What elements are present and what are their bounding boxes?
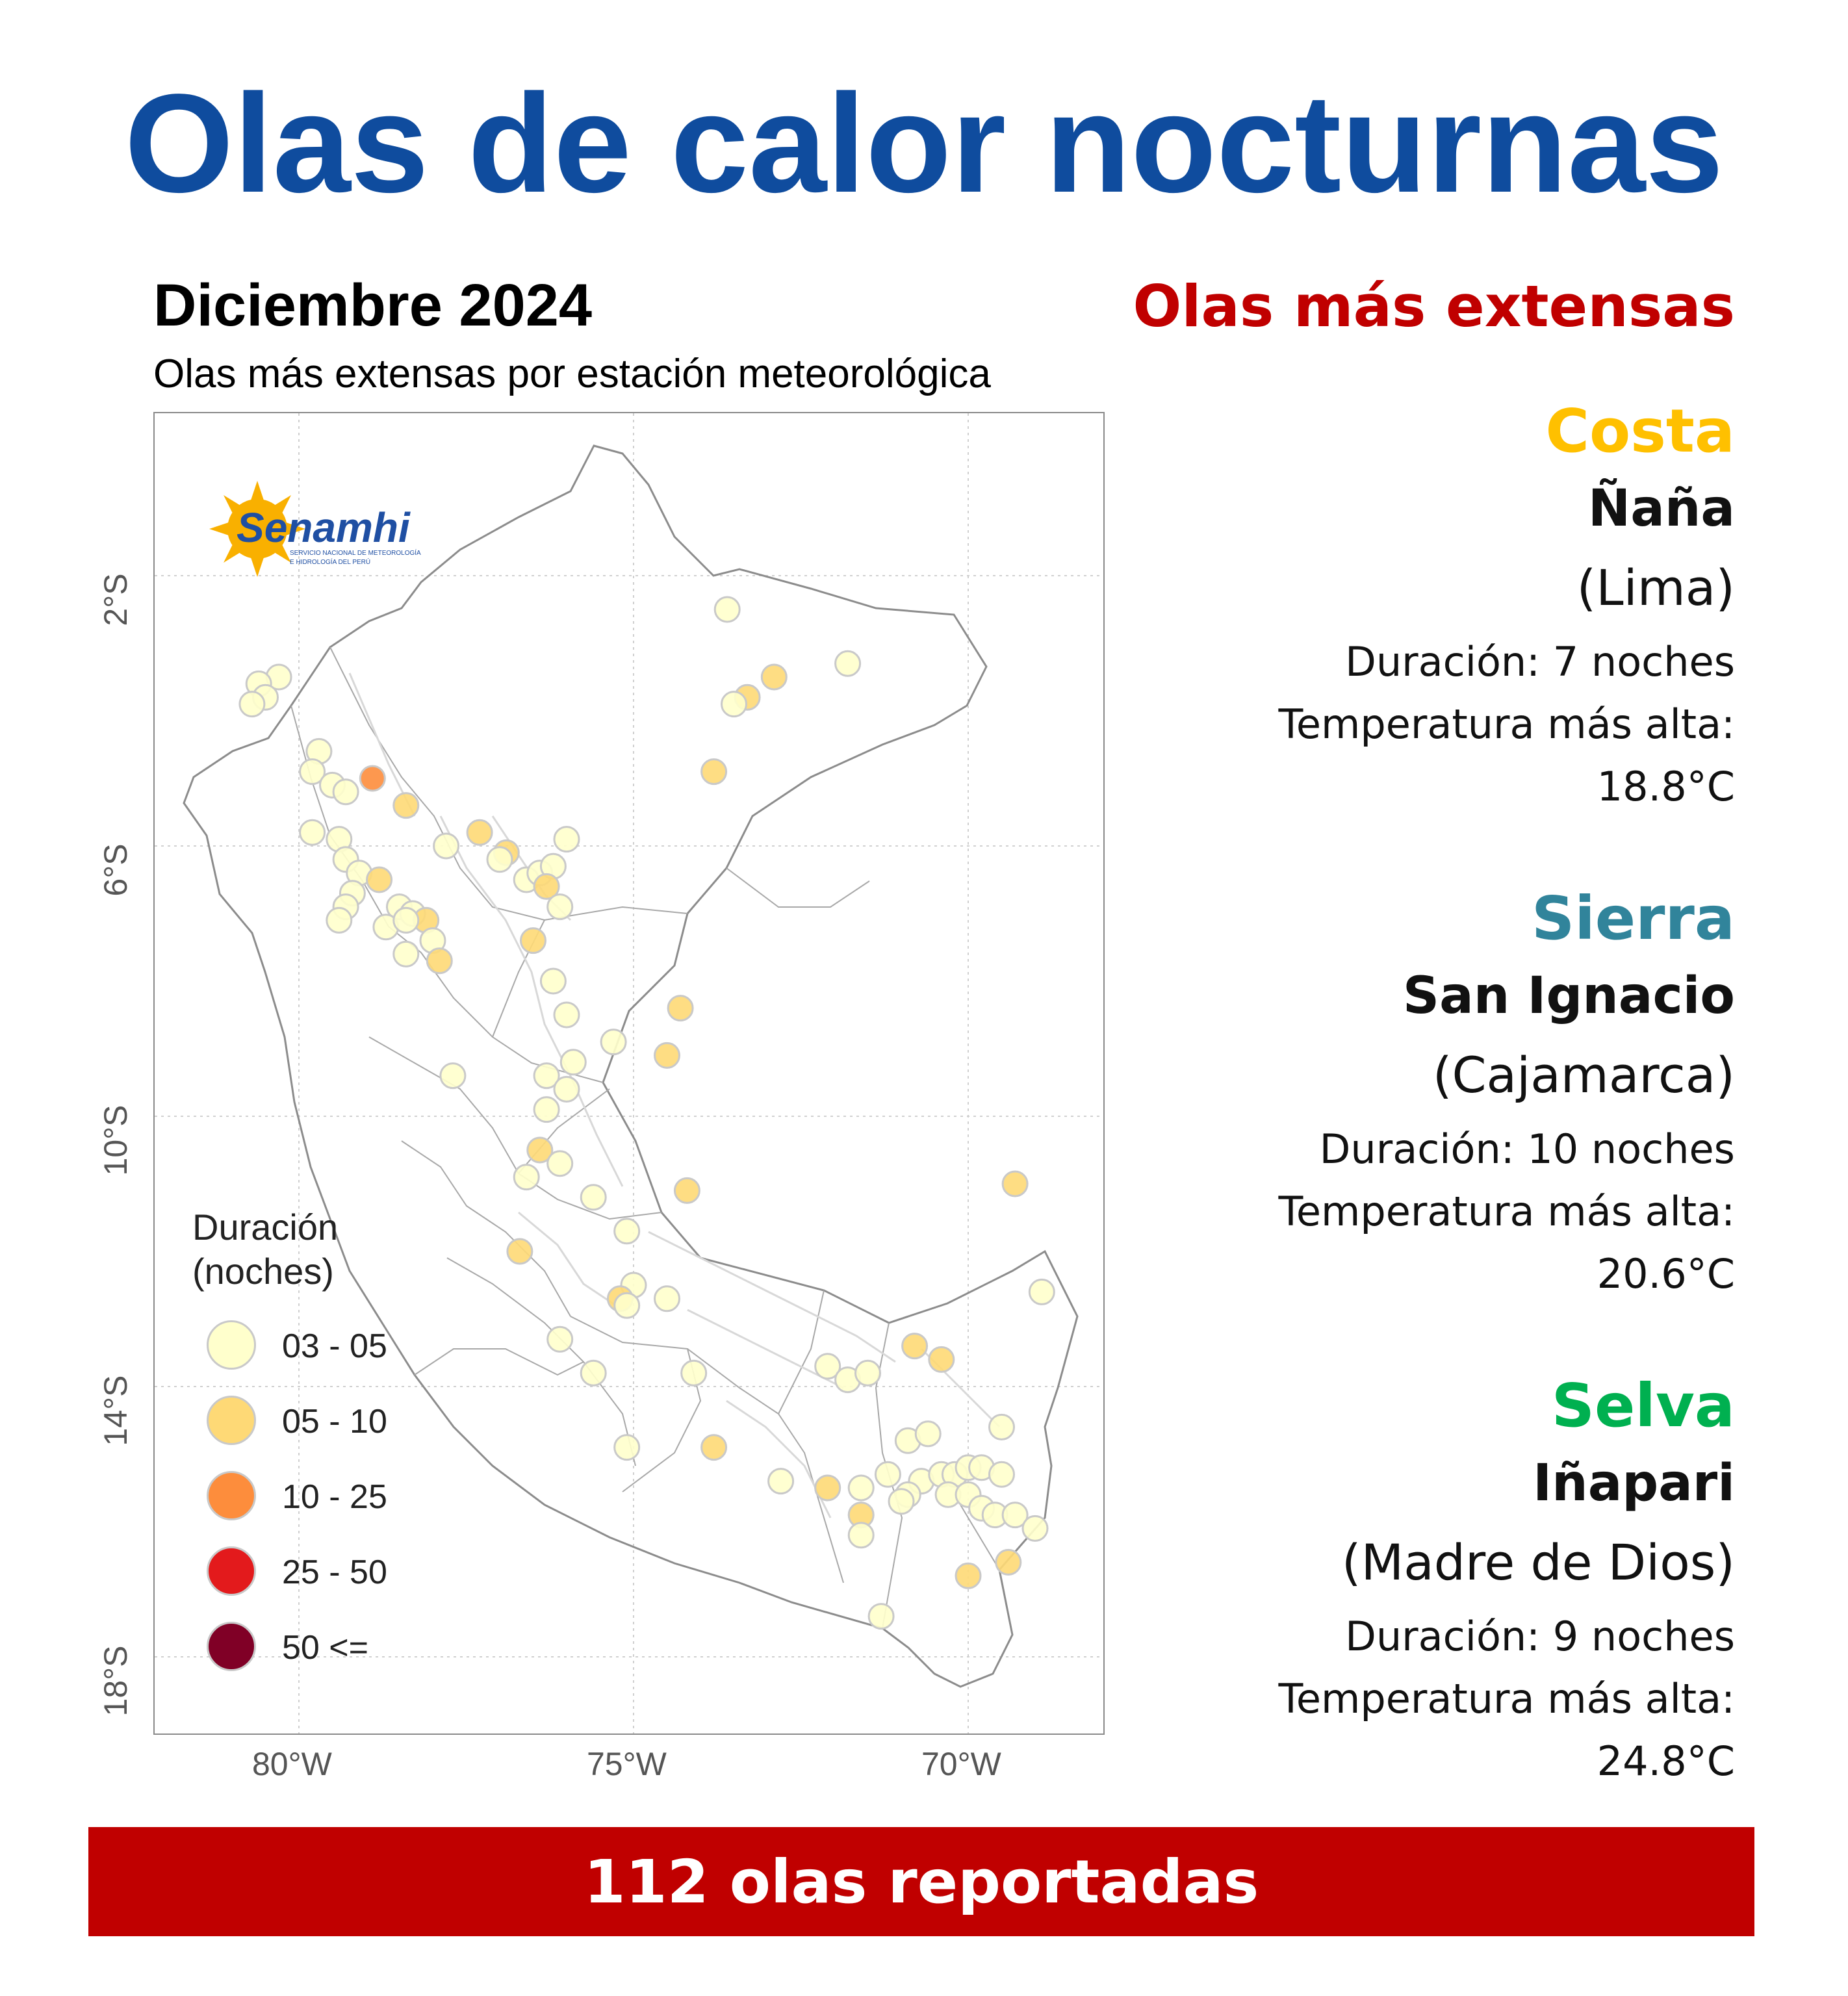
footer-banner [88, 1827, 1754, 1936]
legend-label-50-plus: 50 <= [282, 1629, 369, 1667]
station-marker [996, 1550, 1021, 1574]
map-heading: Diciembre 2024 [153, 272, 593, 339]
station-marker [722, 692, 747, 717]
station-marker [702, 1435, 726, 1460]
legend-label-10-25: 10 - 25 [282, 1478, 387, 1516]
station-marker [615, 1293, 639, 1318]
temp-label-sierra: Temperatura más alta: [1278, 1188, 1735, 1235]
dept-costa: (Lima) [1576, 559, 1735, 617]
station-marker [521, 928, 546, 953]
station-marker [1003, 1171, 1027, 1196]
station-selva: Iñapari [1533, 1454, 1735, 1513]
dept-sierra: (Cajamarca) [1432, 1046, 1735, 1104]
station-marker [655, 1286, 680, 1311]
station-marker [548, 1151, 572, 1176]
station-marker [487, 847, 512, 872]
station-marker [554, 1077, 579, 1101]
station-marker [548, 1327, 572, 1351]
station-marker [554, 1003, 579, 1027]
legend-label-05-10: 05 - 10 [282, 1403, 387, 1440]
lat-label-6s: 6°S [97, 843, 134, 897]
station-marker [581, 1185, 606, 1210]
lon-label-70w: 70°W [921, 1746, 1001, 1782]
lat-label-2s: 2°S [97, 573, 134, 626]
station-marker [875, 1462, 900, 1487]
legend-label-03-05: 03 - 05 [282, 1327, 387, 1365]
duration-sierra: Duración: 10 noches [1319, 1125, 1735, 1173]
temp-value-selva: 24.8°C [1597, 1737, 1735, 1785]
station-marker [333, 780, 358, 804]
station-marker [541, 969, 565, 993]
station-marker [427, 949, 452, 973]
station-marker [394, 941, 418, 966]
lat-label-18s: 18°S [97, 1645, 134, 1717]
temp-value-sierra: 20.6°C [1597, 1250, 1735, 1298]
station-marker [327, 908, 352, 932]
station-marker [1029, 1279, 1054, 1304]
legend-label-25-50: 25 - 50 [282, 1554, 387, 1591]
logo-text: Senamhi [237, 504, 410, 551]
station-marker [990, 1414, 1014, 1439]
station-marker [702, 760, 726, 784]
station-marker [668, 996, 693, 1021]
map-graticule [155, 413, 1103, 1734]
station-marker [394, 793, 418, 818]
panel-heading: Olas más extensas [1133, 273, 1735, 340]
station-marker [956, 1563, 981, 1588]
logo-subtext-1: SERVICIO NACIONAL DE METEOROLOGÍA [290, 550, 421, 557]
temp-label-selva: Temperatura más alta: [1278, 1675, 1735, 1722]
station-marker [548, 895, 572, 919]
station-marker [561, 1050, 585, 1075]
station-marker [836, 651, 860, 676]
station-marker [1023, 1516, 1047, 1541]
dept-selva: (Madre de Dios) [1341, 1533, 1735, 1591]
lat-label-14s: 14°S [97, 1375, 134, 1446]
station-marker [507, 1239, 532, 1264]
station-marker [300, 820, 325, 845]
lon-label-75w: 75°W [587, 1746, 667, 1782]
region-sierra: Sierra [1531, 884, 1735, 953]
station-marker [360, 766, 385, 791]
station-marker [441, 1064, 465, 1088]
lat-label-10s: 10°S [97, 1105, 134, 1176]
legend-swatch-10-25 [207, 1471, 256, 1520]
station-marker [849, 1476, 873, 1500]
temp-label-costa: Temperatura más alta: [1278, 700, 1735, 748]
legend-subtitle: (noches) [192, 1251, 334, 1292]
station-marker [554, 827, 579, 852]
station-marker [762, 665, 786, 689]
legend-title: Duración [192, 1207, 339, 1248]
station-costa: Ñaña [1587, 480, 1735, 538]
station-marker [715, 597, 739, 622]
map-panel [97, 412, 1105, 1782]
station-marker [467, 820, 492, 845]
map-subheading: Olas más extensas por estación meteorológica [153, 352, 991, 396]
station-marker [601, 1030, 626, 1055]
page-title: Olas de calor nocturnas [124, 64, 1724, 222]
region-costa: Costa [1545, 396, 1735, 466]
station-marker [674, 1178, 699, 1203]
station-marker [916, 1422, 940, 1446]
duration-costa: Duración: 7 noches [1345, 638, 1735, 685]
footer-text: 112 olas reportadas [584, 1847, 1259, 1917]
station-marker [367, 867, 392, 892]
station-marker [849, 1523, 873, 1548]
station-marker [240, 692, 264, 717]
station-marker [394, 908, 418, 932]
station-marker [869, 1604, 893, 1629]
station-marker [903, 1334, 927, 1359]
river-network [350, 673, 999, 1518]
station-marker [434, 834, 459, 858]
station-marker [769, 1469, 793, 1494]
legend-swatch-05-10 [207, 1396, 256, 1445]
temp-value-costa: 18.8°C [1597, 763, 1735, 810]
legend-swatch-50-plus [207, 1622, 256, 1671]
station-marker [615, 1435, 639, 1460]
station-sierra: San Ignacio [1402, 967, 1735, 1025]
station-marker [889, 1489, 914, 1514]
station-marker [929, 1347, 954, 1372]
peru-map [155, 413, 1103, 1734]
station-marker [856, 1361, 880, 1385]
station-marker [682, 1361, 706, 1385]
duration-selva: Duración: 9 noches [1345, 1613, 1735, 1660]
station-marker [534, 1097, 559, 1122]
legend-swatch-25-50 [207, 1546, 256, 1596]
logo-subtext-2: E HIDROLOGÍA DEL PERÚ [290, 559, 371, 566]
region-selva: Selva [1551, 1371, 1735, 1440]
station-marker [655, 1043, 680, 1068]
station-marker [615, 1219, 639, 1244]
station-marker [514, 1165, 539, 1190]
station-marker [581, 1361, 606, 1385]
station-marker [990, 1462, 1014, 1487]
senamhi-logo [199, 472, 446, 589]
station-marker [815, 1476, 840, 1500]
lon-label-80w: 80°W [252, 1746, 332, 1782]
legend-swatch-03-05 [207, 1320, 256, 1370]
